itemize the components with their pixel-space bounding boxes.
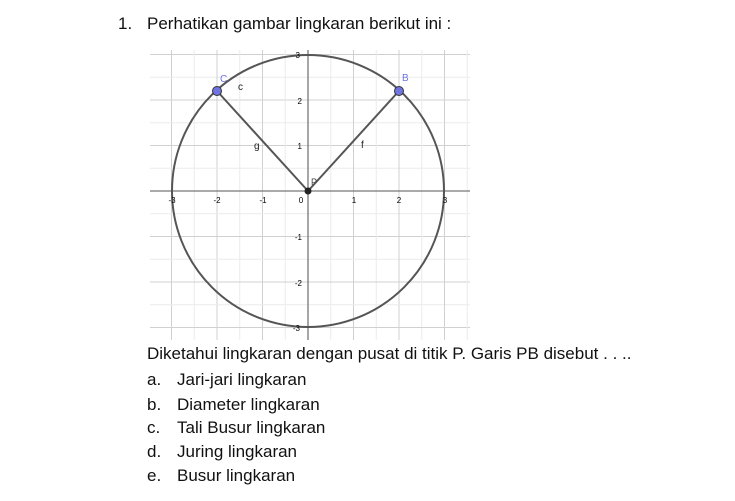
point-b xyxy=(395,87,404,96)
option-letter: b. xyxy=(147,395,162,414)
segment-label-c: c xyxy=(238,82,243,93)
x-tick-label: 2 xyxy=(396,196,402,205)
grid xyxy=(150,50,470,340)
option-text: Busur lingkaran xyxy=(177,466,296,485)
question-statement: Diketahui lingkaran dengan pusat di titik P. Garis PB disebut . . .. xyxy=(147,344,632,363)
option-text: Diameter lingkaran xyxy=(177,395,320,414)
option-e[interactable] xyxy=(147,466,295,486)
y-tick-label: -2 xyxy=(294,279,302,288)
question-prompt: Perhatikan gambar lingkaran berikut ini : xyxy=(147,14,452,33)
option-c[interactable] xyxy=(147,418,325,438)
point-c xyxy=(213,87,222,96)
option-b[interactable] xyxy=(147,395,320,415)
option-letter: c. xyxy=(147,418,161,437)
segment-label-g: g xyxy=(254,141,260,152)
option-text: Jari-jari lingkaran xyxy=(177,370,307,389)
option-d[interactable] xyxy=(147,442,297,462)
y-tick-label: -1 xyxy=(294,233,302,242)
point-p xyxy=(305,188,312,195)
option-letter: d. xyxy=(147,442,162,461)
x-tick-label: 3 xyxy=(442,196,448,205)
option-letter: a. xyxy=(147,370,162,389)
x-tick-label: 0 xyxy=(298,196,304,205)
y-tick-label: -3 xyxy=(292,324,300,333)
segment-label-f: f xyxy=(361,140,364,151)
y-tick-label: 1 xyxy=(297,142,302,151)
option-text: Juring lingkaran xyxy=(177,442,298,461)
point-label-b: B xyxy=(402,73,409,84)
x-tick-label: 1 xyxy=(351,196,357,205)
option-a[interactable] xyxy=(147,370,306,390)
x-tick-label: -2 xyxy=(213,196,221,205)
circle-figure xyxy=(150,50,470,340)
point-label-c: C xyxy=(220,74,228,85)
y-tick-label: 3 xyxy=(295,51,300,60)
y-tick-label: 2 xyxy=(297,97,302,106)
option-text: Tali Busur lingkaran xyxy=(177,418,326,437)
x-tick-label: -3 xyxy=(168,196,176,205)
point-label-p: P xyxy=(311,177,318,187)
question-number: 1. xyxy=(118,14,133,33)
option-letter: e. xyxy=(147,466,162,485)
x-tick-label: -1 xyxy=(259,196,267,205)
